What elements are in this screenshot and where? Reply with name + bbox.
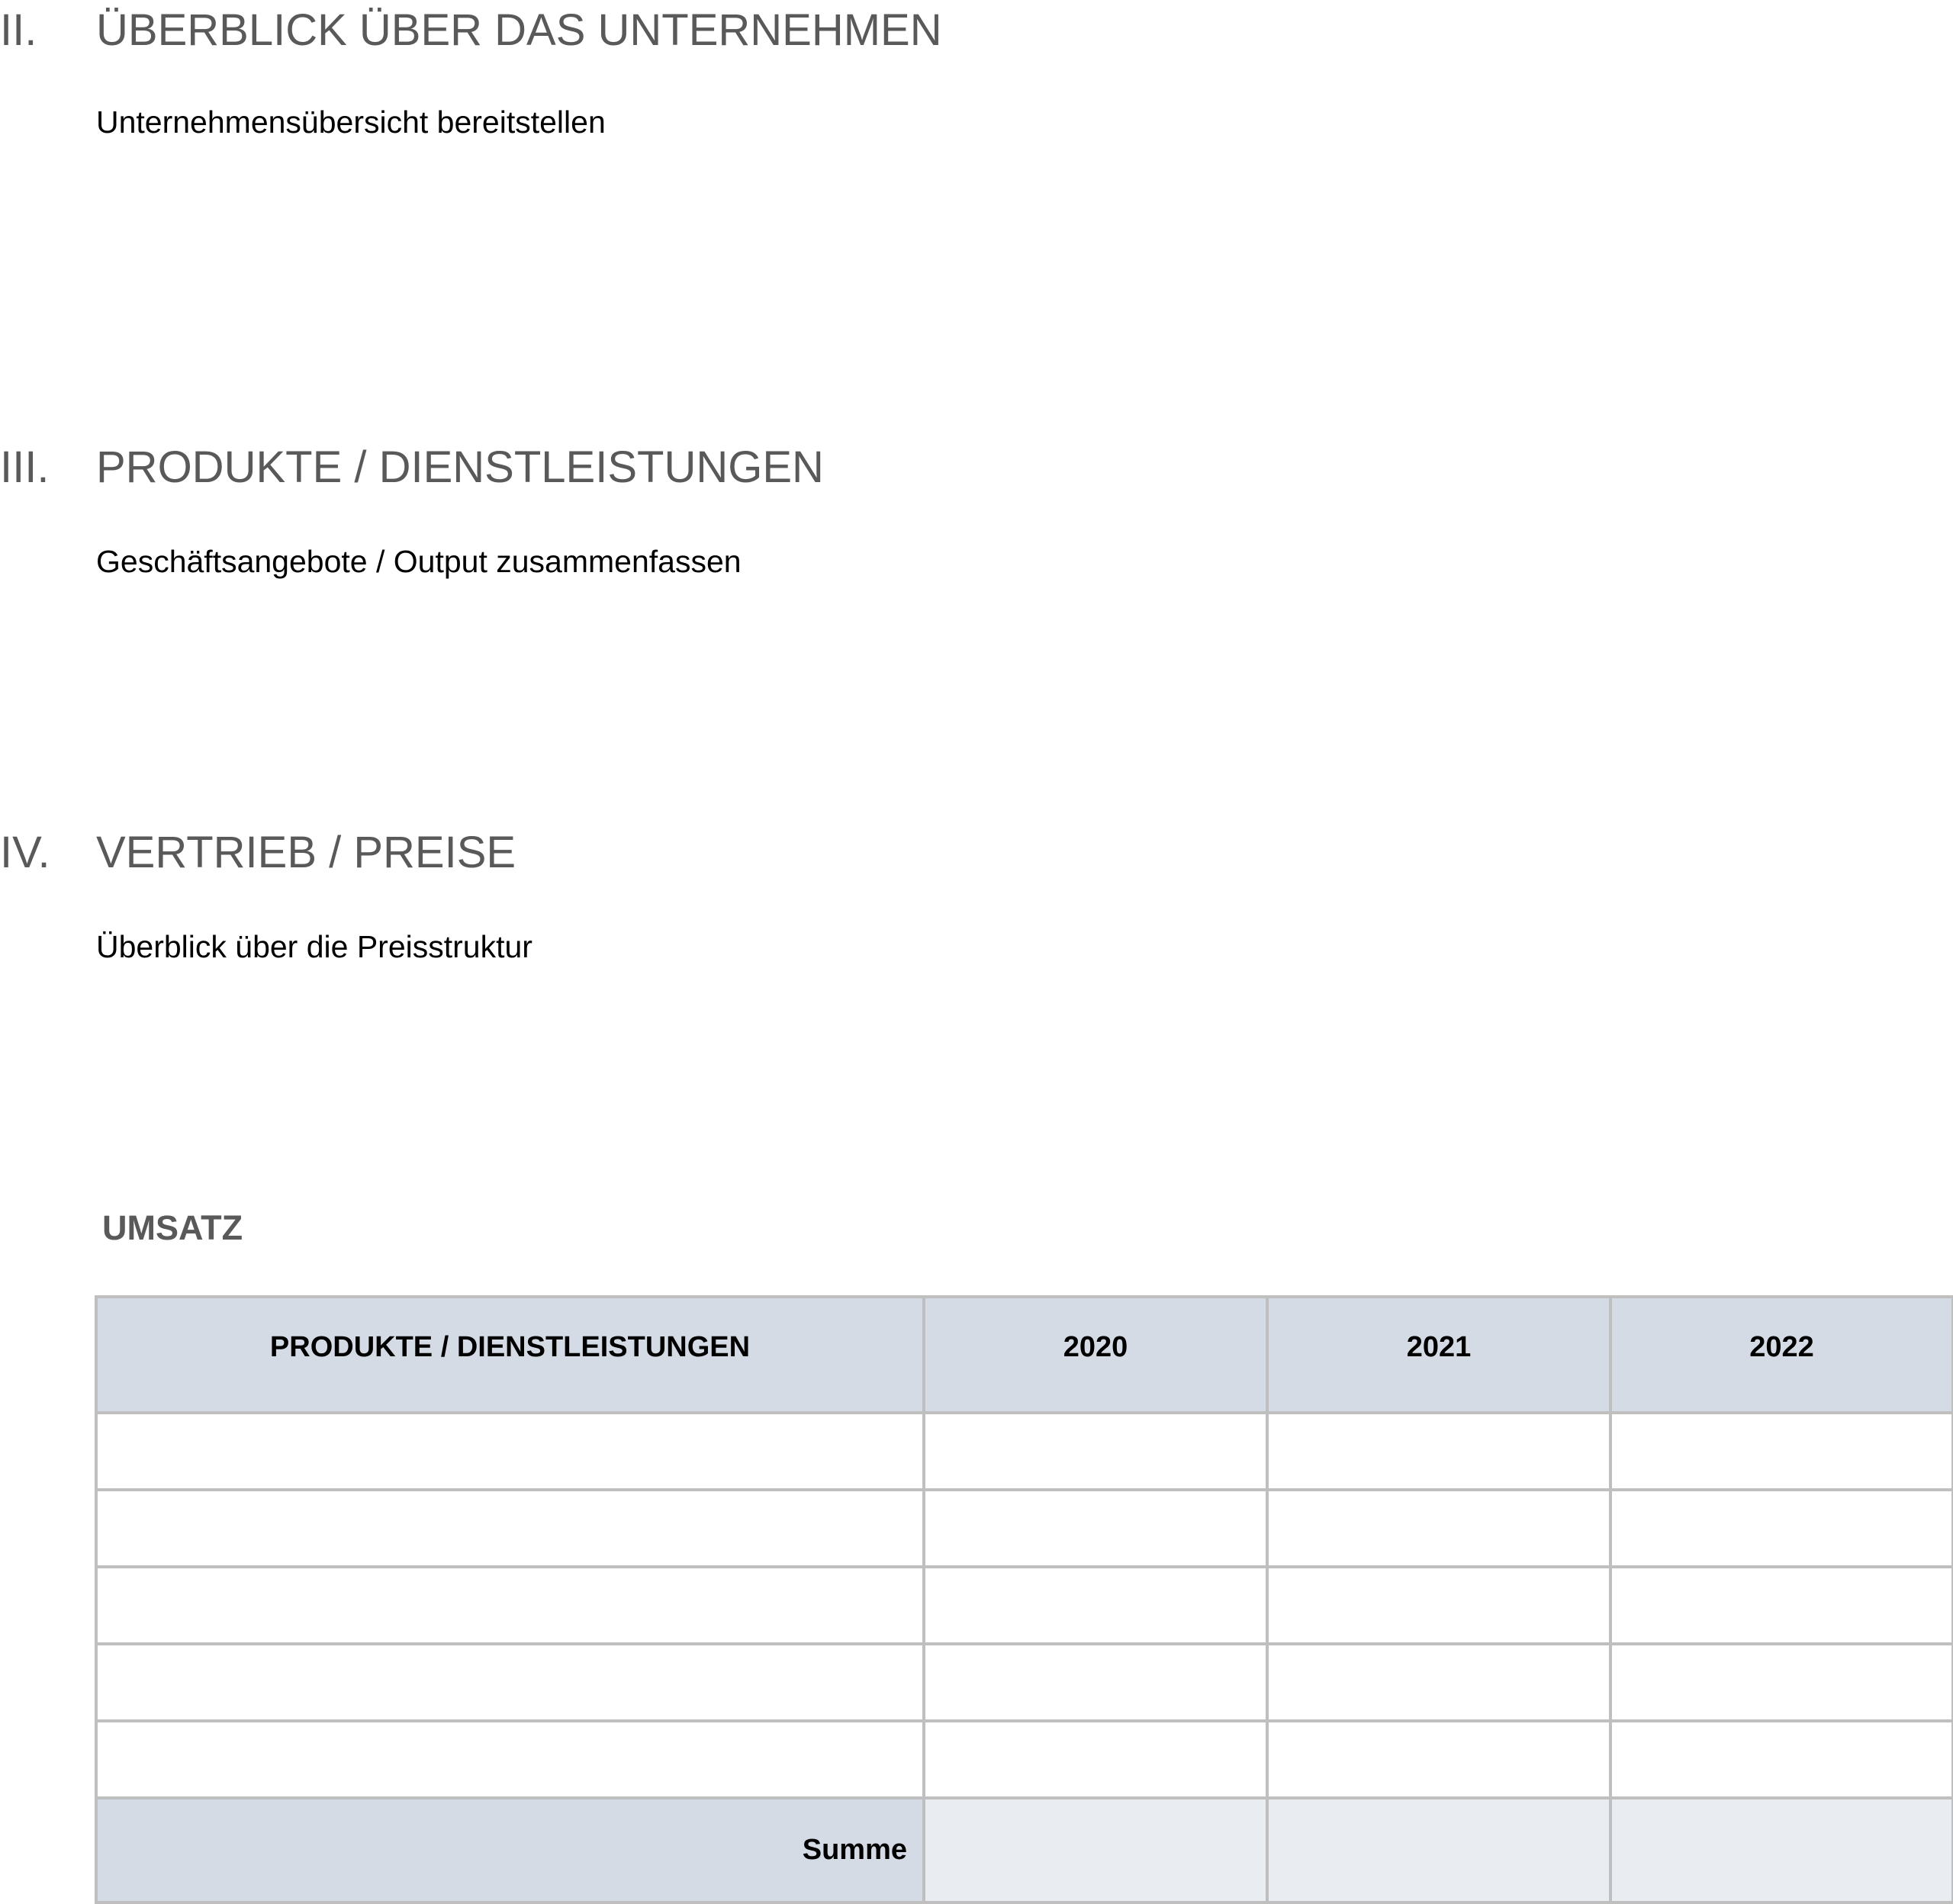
- total-cell-2022[interactable]: [1610, 1798, 1953, 1902]
- section-number: IV.: [0, 828, 50, 877]
- column-header-products: PRODUKTE / DIENSTLEISTUNGEN: [96, 1297, 924, 1413]
- table-cell[interactable]: [1610, 1413, 1953, 1490]
- table-cell[interactable]: [924, 1721, 1267, 1798]
- total-label: Summe: [96, 1798, 924, 1902]
- section-body-overview: Unternehmensübersicht bereitstellen: [96, 105, 606, 140]
- table-cell[interactable]: [96, 1490, 924, 1567]
- total-cell-2020[interactable]: [924, 1798, 1267, 1902]
- table-row: [96, 1644, 1953, 1721]
- section-heading-products: [0, 437, 1144, 498]
- table-cell[interactable]: [1267, 1413, 1610, 1490]
- table-cell[interactable]: [96, 1567, 924, 1644]
- section-title: ÜBERBLICK ÜBER DAS UNTERNEHMEN: [96, 5, 942, 55]
- column-header-2022: 2022: [1610, 1297, 1953, 1413]
- column-header-2020: 2020: [924, 1297, 1267, 1413]
- table-total-row: [96, 1798, 1953, 1902]
- section-title: VERTRIEB / PREISE: [96, 828, 516, 877]
- table-cell[interactable]: [1610, 1490, 1953, 1567]
- table-cell[interactable]: [1610, 1721, 1953, 1798]
- section-number: III.: [0, 442, 50, 492]
- section-number: II.: [0, 5, 37, 55]
- section-title: PRODUKTE / DIENSTLEISTUNGEN: [96, 442, 824, 492]
- section-body-products: Geschäftsangebote / Output zusammenfassen: [96, 544, 742, 579]
- table-cell[interactable]: [1267, 1490, 1610, 1567]
- table-cell[interactable]: [1267, 1567, 1610, 1644]
- table-row: [96, 1413, 1953, 1490]
- table-row: [96, 1567, 1953, 1644]
- table-row: [96, 1490, 1953, 1567]
- table-header-row: [96, 1297, 1953, 1413]
- table-cell[interactable]: [96, 1413, 924, 1490]
- revenue-table: [95, 1295, 1953, 1904]
- table-cell[interactable]: [1267, 1644, 1610, 1721]
- section-body-sales: Überblick über die Preisstruktur: [96, 929, 532, 964]
- table-cell[interactable]: [96, 1644, 924, 1721]
- table-cell[interactable]: [1610, 1644, 1953, 1721]
- section-heading-sales: [0, 822, 1144, 883]
- column-header-2021: 2021: [1267, 1297, 1610, 1413]
- revenue-table-title: UMSATZ: [102, 1208, 243, 1247]
- table-cell[interactable]: [924, 1490, 1267, 1567]
- table-cell[interactable]: [96, 1721, 924, 1798]
- table-cell[interactable]: [924, 1644, 1267, 1721]
- section-heading-overview: [0, 0, 1144, 61]
- table-row: [96, 1721, 1953, 1798]
- table-cell[interactable]: [1267, 1721, 1610, 1798]
- table-cell[interactable]: [924, 1413, 1267, 1490]
- total-cell-2021[interactable]: [1267, 1798, 1610, 1902]
- table-cell[interactable]: [1610, 1567, 1953, 1644]
- table-cell[interactable]: [924, 1567, 1267, 1644]
